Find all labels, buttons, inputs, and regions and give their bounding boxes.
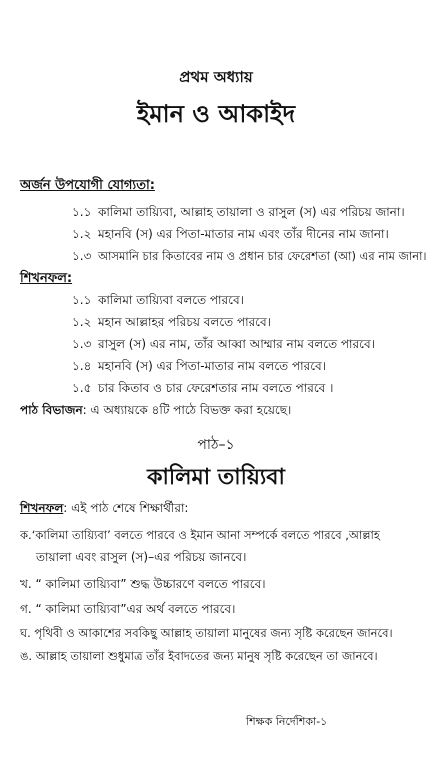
lesson-outcome-item: ক.‘কালিমা তায়্যিবা’ বলতে পারবে ও ইমান আনা সম্পর্কে বলতে পারবে ,আল্লাহ xyxy=(20,528,380,542)
division-text: : এ অধ্যায়কে ৪টি পাঠে বিভক্ত করা হয়েছে। xyxy=(82,403,292,417)
outcome-text: চার কিতাব ও চার ফেরেশতার নাম বলতে পারবে । xyxy=(98,381,334,395)
outcome-item xyxy=(0,358,432,376)
division-line xyxy=(20,402,291,422)
lesson-outcome-item: ঙ. আল্লাহ তায়ালা শুধুমাত্র তাঁর ইবাদতের জন্য মানুষ সৃষ্টি করেছেন তা জানবে। xyxy=(20,649,378,663)
outcome-text: মহানবি (স) এর পিতা-মাতার নাম বলতে পারবে। xyxy=(98,359,327,373)
chapter-title: ইমান ও আকাইদ xyxy=(136,100,296,128)
objectives-heading: অর্জন উপযোগী যোগ্যতা: xyxy=(20,178,155,193)
outcome-item xyxy=(0,380,432,398)
outcome-number: ১.৫ xyxy=(72,381,92,395)
lesson-outcome-item: খ. “ কালিমা তায়্যিবা” শুদ্ধ উচ্চারণে বলতে পারবে। xyxy=(20,577,266,591)
page-footer: শিক্ষক নির্দেশিকা-১ xyxy=(246,715,328,728)
lesson-outcome-item: গ. “ কালিমা তায়্যিবা”এর অর্থ বলতে পারবে। xyxy=(20,602,236,616)
division-label: পাঠ বিভাজন xyxy=(20,403,83,417)
outcome-item xyxy=(0,336,432,354)
objective-text: কালিমা তায়্যিবা, আল্লাহ তায়ালা ও রাসুল (স) এর পরিচয় জানা। xyxy=(98,205,405,219)
outcome-number: ১.২ xyxy=(72,315,92,329)
objective-item xyxy=(0,204,432,222)
outcome-text: রাসুল (স) এর নাম, তাঁর আব্বা আম্মার নাম বলতে পারবে। xyxy=(98,337,375,351)
lesson-outcome-item-continued: তায়ালা এবং রাসুল (স)–এর পরিচয় জানবে। xyxy=(36,550,247,564)
lesson-title: কালিমা তায়্যিবা xyxy=(147,465,285,490)
outcome-item xyxy=(0,292,432,310)
outcome-number: ১.৩ xyxy=(72,337,92,351)
outcome-number: ১.১ xyxy=(72,293,92,307)
lesson-outcomes-heading xyxy=(20,500,188,520)
objective-text: মহানবি (স) এর পিতা-মাতার নাম এবং তাঁর দীনের নাম জানা। xyxy=(98,227,389,241)
outcome-number: ১.৪ xyxy=(72,359,92,373)
objective-number: ১.২ xyxy=(72,227,92,241)
lesson-outcomes-label: শিখনফল xyxy=(20,501,64,515)
chapter-label: প্রথম অধ্যায় xyxy=(179,68,253,86)
lesson-outcome-item: ঘ. পৃথিবী ও আকাশের সবকিছু আল্লাহ তায়ালা মানুষের জন্য সৃষ্টি করেছেন জানবে। xyxy=(20,626,393,640)
objective-item xyxy=(0,226,432,244)
outcome-text: মহান আল্লাহর পরিচয় বলতে পারবে। xyxy=(98,315,271,329)
lesson-label: পাঠ–১ xyxy=(197,437,235,453)
outcome-text: কালিমা তায়্যিবা বলতে পারবে। xyxy=(98,293,244,307)
objective-number: ১.৩ xyxy=(72,249,92,263)
outcome-item xyxy=(0,314,432,332)
objective-item xyxy=(0,248,432,266)
objective-text: আসমানি চার কিতাবের নাম ও প্রধান চার ফেরেশতা (আ) এর নাম জানা। xyxy=(98,249,427,263)
outcomes-heading: শিখনফল: xyxy=(20,271,73,286)
objective-number: ১.১ xyxy=(72,205,92,219)
lesson-outcomes-text: : এই পাঠ শেষে শিক্ষার্থীরা: xyxy=(63,501,189,515)
